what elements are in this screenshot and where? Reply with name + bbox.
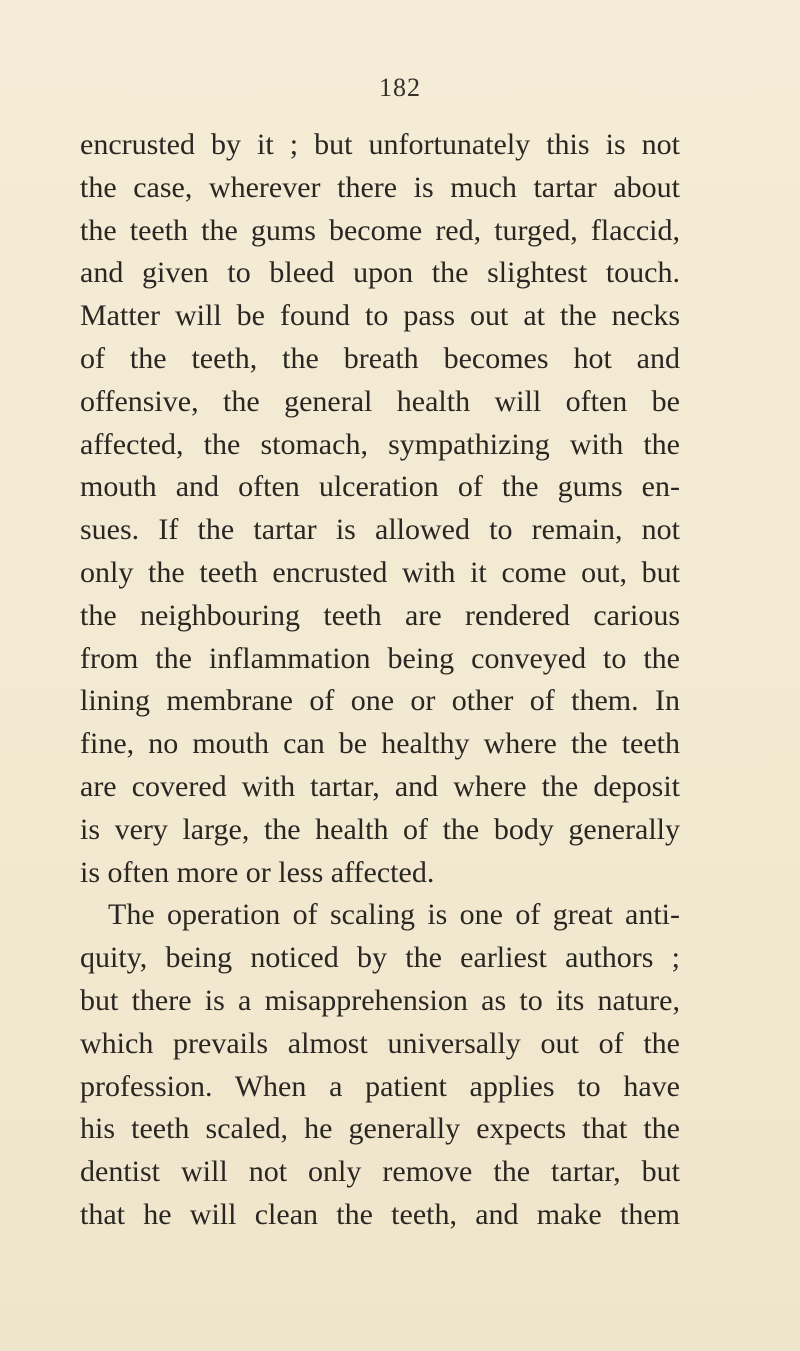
text-line: and given to bleed upon the slightest touch. [80, 256, 680, 290]
text-line: is very large, the health of the body generally [80, 812, 680, 846]
text-line: of the teeth, the breath becomes hot and [80, 341, 680, 375]
text-line: The operation of scaling is one of great anti- [108, 898, 680, 932]
text-line: that he will clean the teeth, and make them [80, 1197, 680, 1231]
text-line: the case, wherever there is much tartar about [80, 170, 680, 204]
text-line: offensive, the general health will often be [80, 384, 680, 418]
text-line: quity, being noticed by the earliest authors ; [80, 941, 680, 975]
body-text [80, 124, 680, 1237]
text-line: his teeth scaled, he generally expects that the [80, 1112, 680, 1146]
text-line: the teeth the gums become red, turged, flaccid, [80, 213, 680, 247]
text-line: sues. If the tartar is allowed to remain, not [80, 513, 680, 547]
text-line: profession. When a patient applies to have [80, 1069, 680, 1103]
text-line: which prevails almost universally out of the [80, 1026, 680, 1060]
text-line: encrusted by it ; but unfortunately this is not [80, 128, 680, 161]
text-line: dentist will not only remove the tartar, but [80, 1155, 680, 1189]
text-line: the neighbouring teeth are rendered carious [80, 598, 680, 632]
text-line: Matter will be found to pass out at the necks [80, 299, 680, 333]
text-line: from the inflammation being conveyed to the [80, 641, 680, 675]
text-line: only the teeth encrusted with it come out, but [80, 555, 680, 589]
text-line: mouth and often ulceration of the gums en- [80, 470, 680, 504]
text-line: are covered with tartar, and where the deposit [80, 769, 680, 803]
page-number: 182 [379, 73, 421, 102]
text-line: lining membrane of one or other of them. In [80, 684, 680, 718]
text-line: affected, the stomach, sympathizing with the [80, 427, 680, 461]
text-line: fine, no mouth can be healthy where the teeth [80, 727, 680, 761]
text-line: is often more or less affected. [80, 855, 435, 889]
text-line: but there is a misapprehension as to its nature, [80, 983, 680, 1017]
